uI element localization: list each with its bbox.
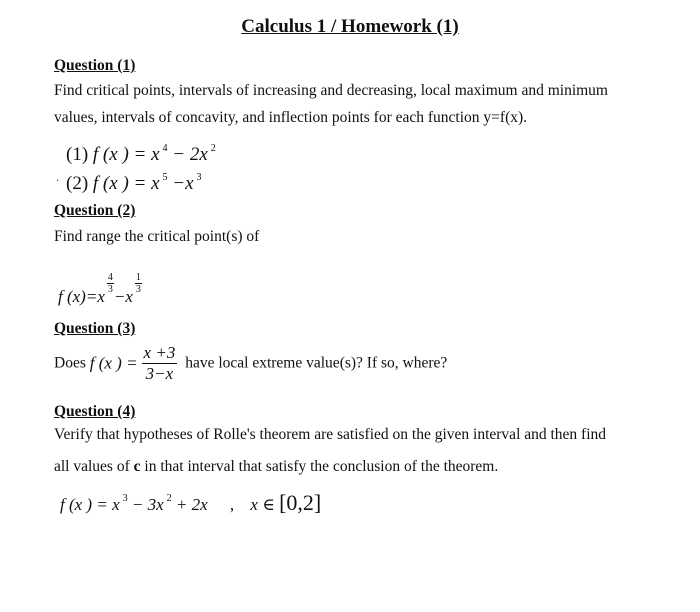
q1-item2-exp1: 5 (162, 172, 168, 183)
q3-fraction (142, 343, 178, 384)
q1-item2-exp2: 3 (196, 172, 202, 183)
q4-comma: , (229, 495, 235, 514)
q2-exp2 (135, 272, 142, 295)
q3-line (54, 343, 447, 384)
q2-function (58, 272, 142, 307)
q4-text-line2-a: all values of (54, 458, 134, 475)
q1-function-1 (66, 144, 216, 166)
q4-exp1: 3 (122, 493, 128, 504)
q4-mid: − 3x (127, 495, 164, 514)
q2-mid: −x (113, 287, 133, 306)
question-1-text-line2: values, intervals of concavity, and inflection points for each function y=f(x). (54, 109, 528, 126)
q1-item2-mid: −x (167, 173, 194, 194)
q1-item1-mid: − 2x (167, 144, 208, 165)
q2-exp1-num: 4 (107, 272, 113, 283)
q4-exp2: 2 (166, 493, 172, 504)
q1-item1-exp1: 4 (162, 143, 168, 154)
q4-variable-c: c (133, 458, 141, 475)
q2-exp2-num: 1 (135, 272, 141, 283)
q4-interval: [0,2] (279, 490, 322, 515)
question-4-text-line2 (54, 458, 498, 476)
q4-tail: + 2x (171, 495, 208, 514)
q4-lhs: f (x ) = x (60, 495, 120, 514)
question-3-heading: Question (3) (54, 320, 136, 337)
q3-prefix: Does (54, 354, 86, 372)
q3-fraction-den: 3−x (145, 364, 174, 383)
question-4-text-line1: Verify that hypotheses of Rolle's theorem are satisfied on the given interval and then find (54, 426, 607, 443)
q1-function-2 (66, 173, 202, 195)
q3-lhs: f (x ) = (89, 353, 138, 373)
q1-item1-exp2: 2 (210, 143, 216, 154)
question-1-text-line1: Find critical points, intervals of increasing and decreasing, local maximum and minimum (54, 82, 608, 99)
q2-exp2-den: 3 (135, 284, 141, 295)
question-4-heading: Question (4) (54, 403, 136, 420)
stray-mark: · (56, 176, 60, 187)
question-1-heading: Question (1) (54, 57, 136, 74)
q2-exp1-den: 3 (107, 284, 113, 295)
q1-item1-lhs: f (x ) = x (92, 144, 160, 165)
q4-function (60, 490, 321, 516)
q1-item2-label: (2) (66, 173, 89, 194)
question-2-text: Find range the critical point(s) of (54, 228, 260, 245)
q4-text-line2-b: in that interval that satisfy the conclusion of the theorem. (140, 458, 499, 475)
q2-lhs: f (x)=x (58, 287, 105, 306)
q3-fraction-num: x +3 (143, 343, 176, 362)
question-2-heading: Question (2) (54, 202, 136, 219)
q1-item1-label: (1) (66, 144, 89, 165)
q4-domain-var: x ∈ (250, 495, 275, 514)
q2-exp1 (107, 272, 114, 295)
q1-item2-lhs: f (x ) = x (92, 173, 160, 194)
page-title: Calculus 1 / Homework (1) (241, 16, 459, 37)
q3-suffix: have local extreme value(s)? If so, where? (185, 354, 448, 372)
